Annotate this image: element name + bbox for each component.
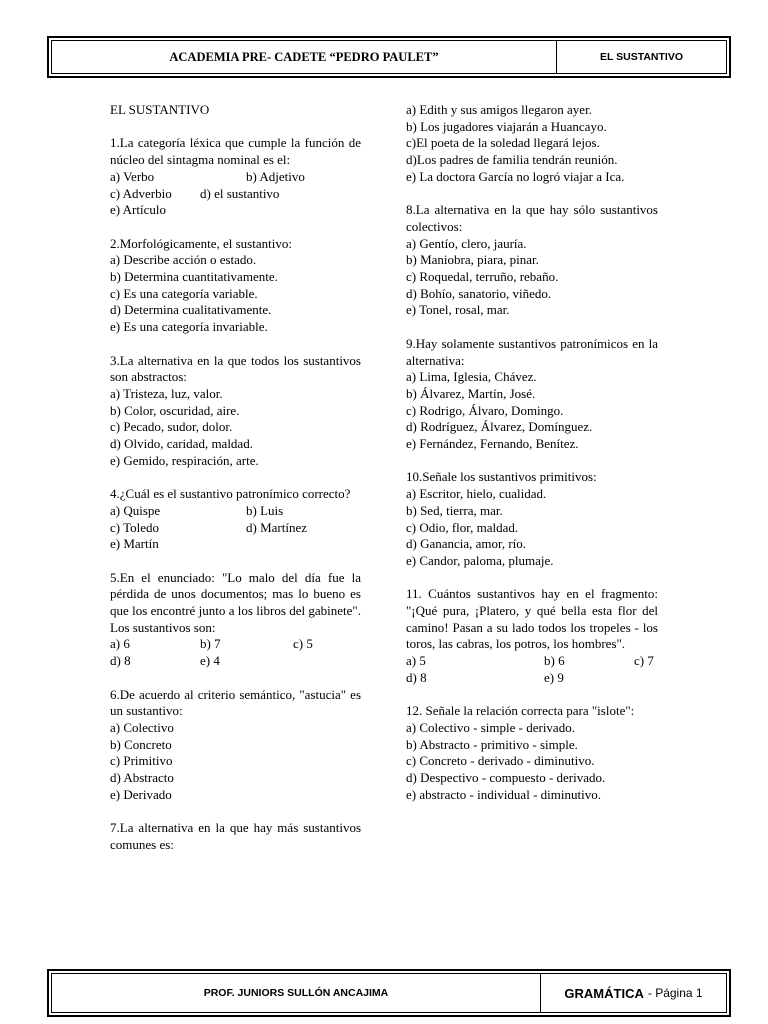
option-c: c) Adverbio xyxy=(110,185,172,201)
question-stem: 6.De acuerdo al criterio semántico, "astucia" es un sustantivo: xyxy=(110,686,361,719)
subject-name: GRAMÁTICA xyxy=(564,985,644,1001)
question-8 xyxy=(406,202,658,319)
option-c: c) Toledo xyxy=(110,519,160,535)
option-a: a) Escritor, hielo, cualidad. xyxy=(406,486,547,502)
option-e: e) Tonel, rosal, mar. xyxy=(406,302,510,318)
option-a: a) Quispe xyxy=(110,502,161,518)
option-b: b) 6 xyxy=(544,653,565,669)
option-b: b) Luis xyxy=(246,502,284,518)
option-b: b) Determina cuantitativamente. xyxy=(110,269,278,284)
option-e: e) Gemido, respiración, arte. xyxy=(110,452,259,468)
question-stem: 1.La categoría léxica que cumple la función de núcleo del sintagma nominal es el: xyxy=(110,135,361,168)
option-e: e) abstracto - individual - diminutivo. xyxy=(406,786,601,802)
option-b: b) Adjetivo xyxy=(246,168,305,184)
academy-title: ACADEMIA PRE- CADETE “PEDRO PAULET” xyxy=(52,41,557,73)
page-header xyxy=(47,36,731,78)
option-b: b) Color, oscuridad, aire. xyxy=(110,402,240,418)
option-e: e) Candor, paloma, plumaje. xyxy=(406,552,554,568)
option-c: c)El poeta de la soledad llegará lejos. xyxy=(406,135,600,151)
option-a: a) Verbo xyxy=(110,168,155,184)
option-a: a) Tristeza, luz, valor. xyxy=(110,385,223,401)
option-c: c) Rodrigo, Álvaro, Domingo. xyxy=(406,402,564,418)
option-d: d) Martínez xyxy=(246,519,308,535)
option-e: e) Es una categoría invariable. xyxy=(110,319,268,335)
question-stem: 12. Señale la relación correcta para "islote": xyxy=(406,703,635,719)
option-b: b) Los jugadores viajarán a Huancayo. xyxy=(406,118,607,134)
option-b: b) Maniobra, piara, pinar. xyxy=(406,252,539,268)
option-d: d) el sustantivo xyxy=(200,185,280,201)
question-5 xyxy=(110,570,361,670)
question-stem: 2.Morfológicamente, el sustantivo: xyxy=(110,235,292,251)
option-d: d) Rodríguez, Álvarez, Domínguez. xyxy=(406,419,593,435)
option-b: b) Abstracto - primitivo - simple. xyxy=(406,736,578,752)
question-stem: 7.La alternativa en la que hay más sustantivos comunes es: xyxy=(110,820,361,852)
question-stem: 10.Señale los sustantivos primitivos: xyxy=(406,469,597,485)
option-e: e) Martín xyxy=(110,536,159,552)
option-d: d) Ganancia, amor, río. xyxy=(406,536,527,552)
question-stem: 11. Cuántos sustantivos hay en el fragmento: "¡Qué pura, ¡Platero, y qué bella esta flor del camino! Pasan a su lado todos los tropeles - los toros, las cabras, los potros, los hombres". xyxy=(406,586,658,652)
option-a: a) 5 xyxy=(406,653,426,669)
option-a: a) Colectivo - simple - derivado. xyxy=(406,719,575,735)
left-column xyxy=(110,102,361,870)
question-7-options xyxy=(406,102,658,186)
option-d: d) Bohío, sanatorio, viñedo. xyxy=(406,285,552,301)
question-11 xyxy=(406,586,658,686)
question-stem: 3.La alternativa en la que todos los sustantivos son abstractos: xyxy=(110,352,361,385)
question-stem: 9.Hay solamente sustantivos patronímicos en la alternativa: xyxy=(406,335,658,368)
document-title: EL SUSTANTIVO xyxy=(110,102,210,117)
option-d: d) 8 xyxy=(406,669,427,685)
option-c: c) Pecado, sudor, dolor. xyxy=(110,419,233,435)
option-c: c) 5 xyxy=(293,636,313,652)
option-e: e) Fernández, Fernando, Benítez. xyxy=(406,436,579,452)
question-7 xyxy=(110,820,361,853)
option-e: e) 9 xyxy=(544,669,564,685)
right-column xyxy=(406,102,658,820)
option-a: a) Edith y sus amigos llegaron ayer. xyxy=(406,102,592,117)
option-c: c) Primitivo xyxy=(110,753,173,769)
question-12 xyxy=(406,703,658,803)
option-e: e) Artículo xyxy=(110,202,166,218)
option-c: c) Roquedal, terruño, rebaño. xyxy=(406,269,559,285)
question-9 xyxy=(406,336,658,453)
option-d: d) Determina cualitativamente. xyxy=(110,302,272,318)
topic-title: EL SUSTANTIVO xyxy=(599,51,684,63)
option-a: a) Describe acción o estado. xyxy=(110,252,257,268)
option-b: b) Sed, tierra, mar. xyxy=(406,502,503,518)
option-d: d) Despectivo - compuesto - derivado. xyxy=(406,770,606,786)
option-d: d) Olvido, caridad, maldad. xyxy=(110,436,253,452)
option-a: a) Lima, Iglesia, Chávez. xyxy=(406,369,537,385)
option-a: a) Gentío, clero, jauría. xyxy=(406,235,527,251)
page-number: - Página 1 xyxy=(647,986,703,1000)
option-e: e) Derivado xyxy=(110,786,172,802)
question-2 xyxy=(110,236,361,336)
professor-name: PROF. JUNIORS SULLÓN ANCAJIMA xyxy=(52,974,541,1012)
question-1 xyxy=(110,135,361,219)
option-a: a) Colectivo xyxy=(110,719,174,735)
option-a: a) 6 xyxy=(110,636,130,652)
subject-page xyxy=(541,974,726,1012)
option-d: d) Abstracto xyxy=(110,770,174,786)
question-4 xyxy=(110,486,361,553)
question-stem: 4.¿Cuál es el sustantivo patronímico correcto? xyxy=(110,486,351,502)
option-c: c) Odio, flor, maldad. xyxy=(406,519,519,535)
option-e: e) La doctora García no logró viajar a Ica. xyxy=(406,168,625,184)
option-e: e) 4 xyxy=(200,653,220,669)
question-10 xyxy=(406,469,658,569)
question-6 xyxy=(110,687,361,804)
question-stem: 5.En el enunciado: "Lo malo del día fue la pérdida de unos documentos; mas lo bueno es que los encontré junto a los libros del gabinete". Los sustantivos son: xyxy=(110,569,361,635)
page-footer xyxy=(47,969,731,1017)
option-c: c) Concreto - derivado - diminutivo. xyxy=(406,753,595,769)
option-d: d)Los padres de familia tendrán reunión. xyxy=(406,152,618,168)
option-c: c) Es una categoría variable. xyxy=(110,285,258,301)
option-b: b) Álvarez, Martín, José. xyxy=(406,385,536,401)
option-b: b) 7 xyxy=(200,636,221,652)
question-3 xyxy=(110,353,361,470)
option-b: b) Concreto xyxy=(110,736,172,752)
option-d: d) 8 xyxy=(110,653,131,669)
question-stem: 8.La alternativa en la que hay sólo sustantivos colectivos: xyxy=(406,202,658,234)
option-c: c) 7 xyxy=(634,653,654,669)
